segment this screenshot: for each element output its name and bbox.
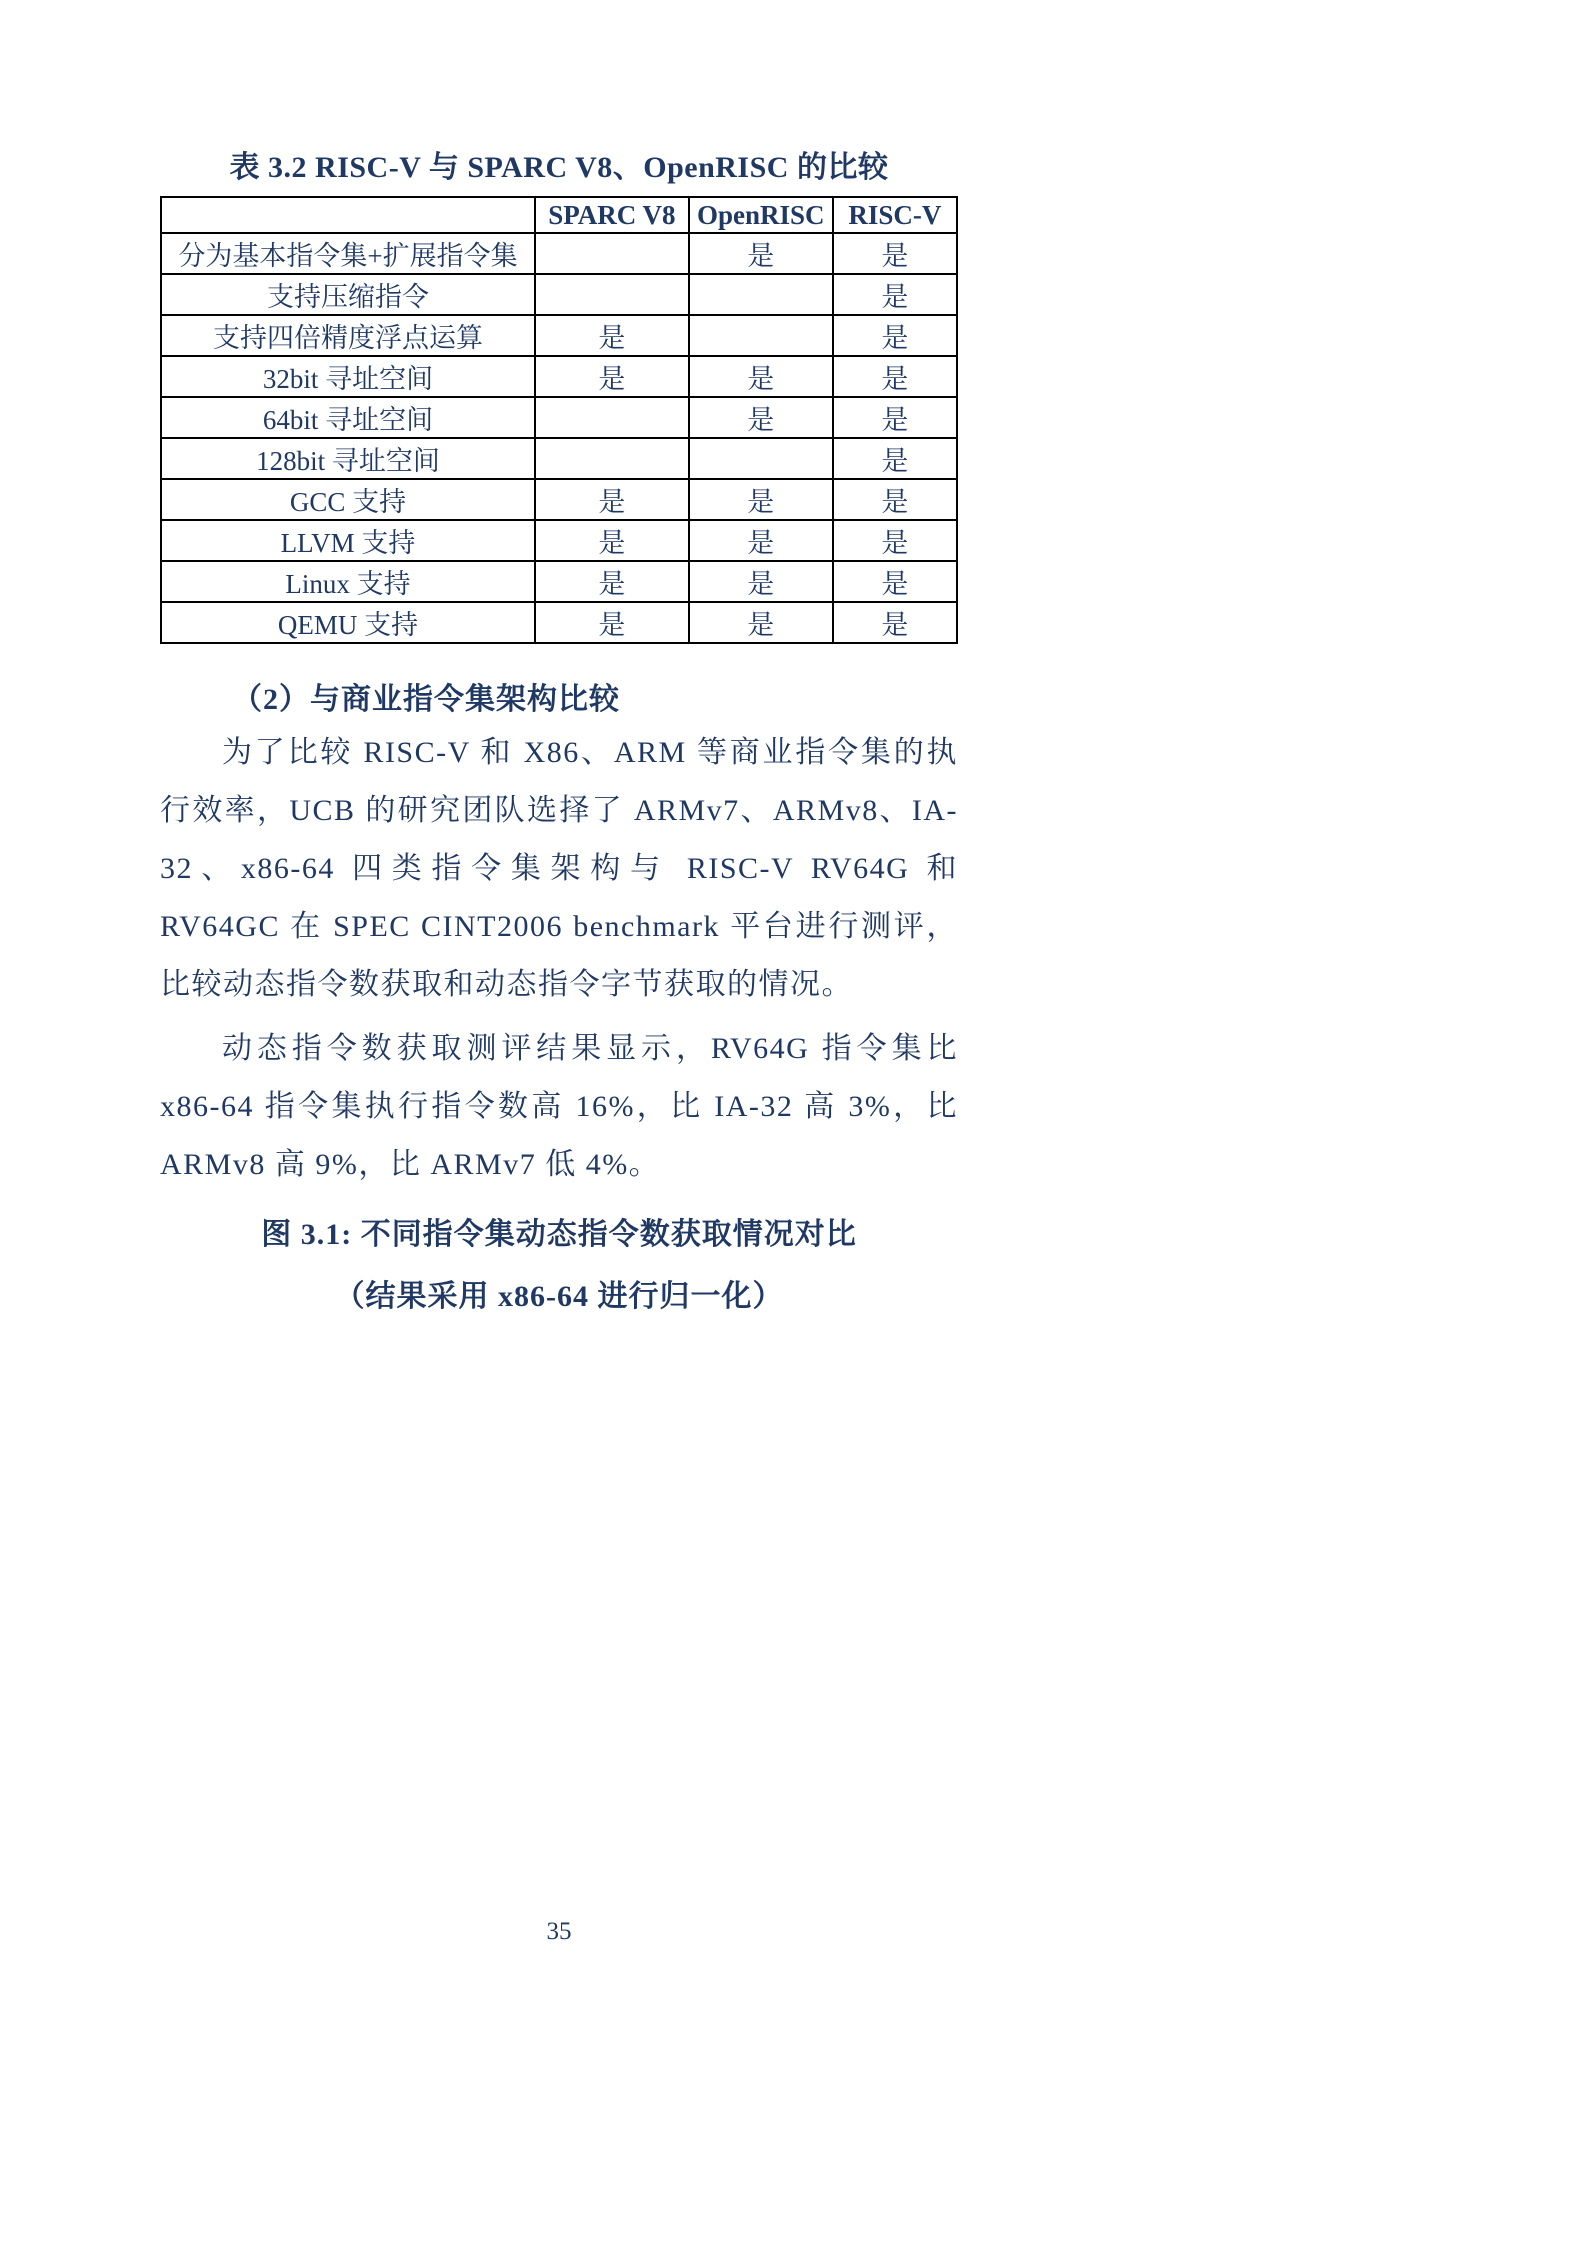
table-cell: 是 — [833, 356, 957, 397]
table-cell: 是 — [833, 397, 957, 438]
table-cell — [689, 438, 833, 479]
table-title: 表 3.2 RISC-V 与 SPARC V8、OpenRISC 的比较 — [229, 151, 889, 184]
table-cell — [535, 438, 689, 479]
table-row-label: GCC 支持 — [161, 479, 535, 520]
figure-caption-line2: （结果采用 x86-64 进行归一化） — [334, 1280, 784, 1313]
table-row-label: 32bit 寻址空间 — [161, 356, 535, 397]
table-header-cell: RISC-V — [833, 197, 957, 233]
table-header-empty — [161, 197, 535, 233]
table-cell: 是 — [535, 479, 689, 520]
table-row-label: 64bit 寻址空间 — [161, 397, 535, 438]
table-cell — [535, 274, 689, 315]
table-cell: 是 — [535, 561, 689, 602]
table-cell — [535, 397, 689, 438]
table-row — [161, 233, 957, 274]
table-cell: 是 — [689, 520, 833, 561]
table-row-label: 支持四倍精度浮点运算 — [161, 315, 535, 356]
table-row-label: 128bit 寻址空间 — [161, 438, 535, 479]
paragraph-1: 为了比较 RISC-V 和 X86、ARM 等商业指令集的执行效率，UCB 的研究团队选择了 ARMv7、ARMv8、IA-32、x86-64 四类指令集架构与 RISC-V RV64G 和 RV64GC 在 SPEC CINT2006 benchmark 平台进行测评，比较动态指令数获取和动态指令字节获取的情况。 — [160, 736, 958, 1001]
comparison-table-body — [161, 233, 957, 643]
page-number: 35 — [546, 1918, 572, 1945]
table-cell: 是 — [689, 356, 833, 397]
table-cell: 是 — [689, 233, 833, 274]
table-row — [161, 561, 957, 602]
table-cell: 是 — [689, 397, 833, 438]
figure-caption-line1: 图 3.1: 不同指令集动态指令数获取情况对比 — [261, 1218, 857, 1251]
table-cell: 是 — [833, 602, 957, 643]
table-row — [161, 315, 957, 356]
table-row-label: LLVM 支持 — [161, 520, 535, 561]
table-cell: 是 — [833, 438, 957, 479]
table-row — [161, 274, 957, 315]
table-cell: 是 — [833, 479, 957, 520]
table-cell: 是 — [833, 233, 957, 274]
comparison-table — [160, 196, 958, 644]
table-row-label: 分为基本指令集+扩展指令集 — [161, 233, 535, 274]
table-cell: 是 — [535, 315, 689, 356]
table-cell — [535, 233, 689, 274]
table-cell: 是 — [833, 315, 957, 356]
table-cell: 是 — [689, 561, 833, 602]
paragraph-2: 动态指令数获取测评结果显示，RV64G 指令集比 x86-64 指令集执行指令数高 16%，比 IA-32 高 3%，比 ARMv8 高 9%，比 ARMv7 低 4%。 — [160, 1032, 958, 1181]
table-row — [161, 479, 957, 520]
table-cell: 是 — [833, 520, 957, 561]
table-row-label: 支持压缩指令 — [161, 274, 535, 315]
table-row — [161, 356, 957, 397]
table-cell: 是 — [833, 561, 957, 602]
table-row-label: Linux 支持 — [161, 561, 535, 602]
table-cell: 是 — [689, 602, 833, 643]
comparison-table-header — [161, 197, 957, 233]
table-cell: 是 — [689, 479, 833, 520]
table-row — [161, 438, 957, 479]
table-cell: 是 — [833, 274, 957, 315]
page-content — [160, 142, 958, 1326]
table-header-cell: SPARC V8 — [535, 197, 689, 233]
table-cell: 是 — [535, 520, 689, 561]
section-subheading: （2）与商业指令集架构比较 — [232, 683, 620, 716]
table-cell — [689, 274, 833, 315]
table-cell: 是 — [535, 602, 689, 643]
table-header-cell: OpenRISC — [689, 197, 833, 233]
table-cell — [689, 315, 833, 356]
table-row — [161, 397, 957, 438]
table-header-row — [161, 197, 957, 233]
table-row — [161, 602, 957, 643]
table-cell: 是 — [535, 356, 689, 397]
table-row — [161, 520, 957, 561]
table-row-label: QEMU 支持 — [161, 602, 535, 643]
